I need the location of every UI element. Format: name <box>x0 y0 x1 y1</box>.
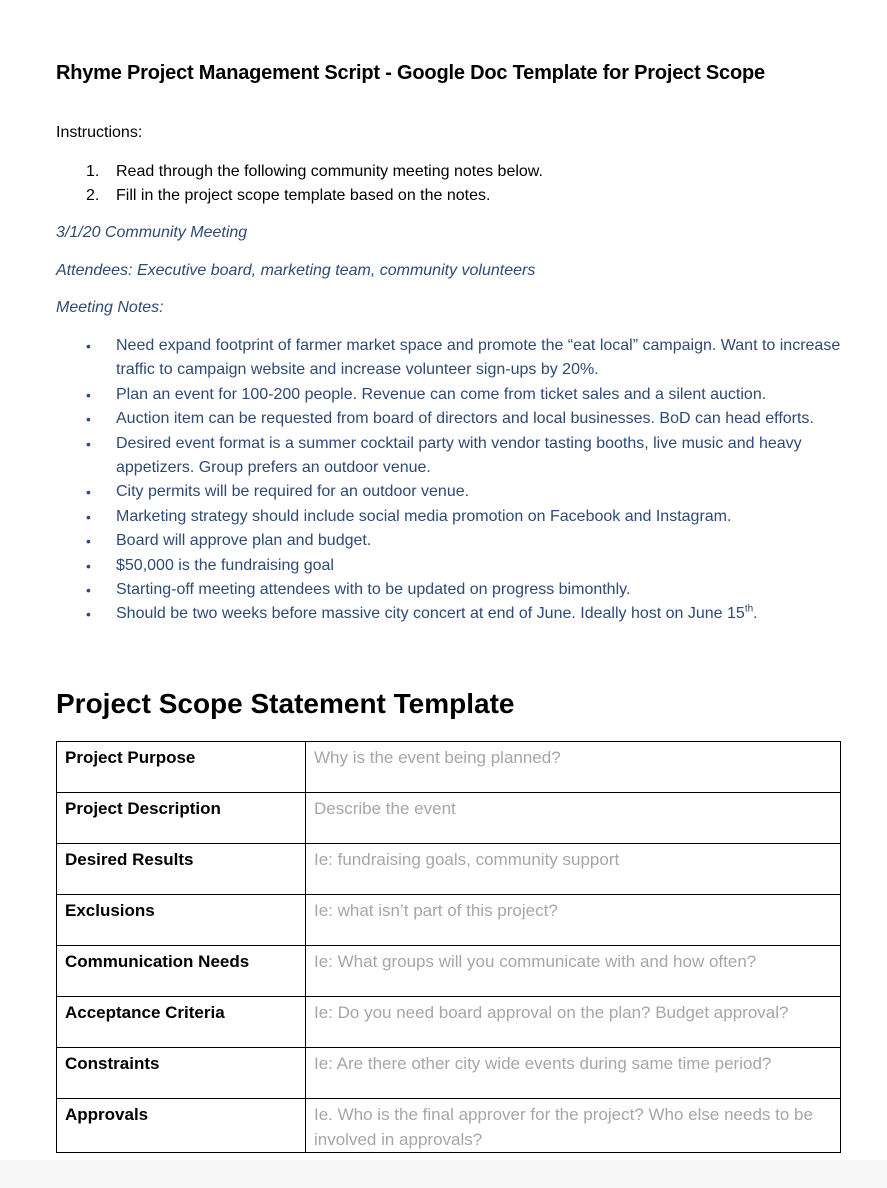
table-row <box>57 997 841 1048</box>
note-text: Should be two weeks before massive city concert at end of June. Ideally host on June 15 <box>116 605 745 623</box>
list-item <box>56 407 846 431</box>
note-text: City permits will be required for an outdoor venue. <box>116 483 470 501</box>
bullet-icon: • <box>86 533 91 550</box>
row-label: Approvals <box>57 1099 306 1153</box>
table-row <box>57 895 841 946</box>
row-input-cell[interactable]: Why is the event being planned? <box>306 742 841 793</box>
row-input-cell[interactable]: Ie: what isn’t part of this project? <box>306 895 841 946</box>
sentence-end: . <box>753 605 758 623</box>
instruction-text: Fill in the project scope template based on the notes. <box>116 187 491 204</box>
list-item <box>56 160 543 184</box>
list-item <box>56 480 846 504</box>
note-text: Marketing strategy should include social media promotion on Facebook and Instagram. <box>116 507 732 525</box>
list-item <box>56 578 846 602</box>
note-text: Desired event format is a summer cocktail party with vendor tasting booths, live music and heavy appetizers. Group prefers an outdoor venue. <box>116 434 802 477</box>
bullet-icon: • <box>86 411 91 428</box>
row-label: Communication Needs <box>57 946 306 997</box>
note-text: Starting-off meeting attendees with to be updated on progress bimonthly. <box>116 581 631 599</box>
meeting-date-heading: 3/1/20 Community Meeting <box>56 224 248 241</box>
bullet-icon: • <box>86 557 91 574</box>
note-text: Board will approve plan and budget. <box>116 532 372 550</box>
list-item <box>56 383 846 407</box>
table-row <box>57 793 841 844</box>
table-row <box>57 742 841 793</box>
row-input-cell[interactable]: Ie: Are there other city wide events during same time period? <box>306 1048 841 1099</box>
row-input-cell[interactable]: Ie: What groups will you communicate with and how often? <box>306 946 841 997</box>
meeting-attendees: Attendees: Executive board, marketing team, community volunteers <box>56 262 536 279</box>
row-input-cell[interactable]: Ie: fundraising goals, community support <box>306 844 841 895</box>
bullet-icon: • <box>86 582 91 599</box>
bullet-icon: • <box>86 435 91 452</box>
instructions-label: Instructions: <box>56 124 143 141</box>
scope-section-title: Project Scope Statement Template <box>56 688 515 719</box>
bullet-icon: • <box>86 508 91 525</box>
row-label: Acceptance Criteria <box>57 997 306 1048</box>
note-text: Auction item can be requested from board of directors and local businesses. BoD can head efforts. <box>116 410 814 428</box>
list-number: 1. <box>86 163 100 180</box>
note-text: Need expand footprint of farmer market space and promote the “eat local” campaign. Want to increase traffic to campaign website and increase volunteer sign-ups by 20%. <box>116 337 841 379</box>
row-input-cell[interactable]: Ie. Who is the final approver for the project? Who else needs to be involved in approvals? <box>306 1099 841 1153</box>
list-item <box>56 184 543 208</box>
row-label: Desired Results <box>57 844 306 895</box>
bullet-icon: • <box>86 386 91 403</box>
row-label: Exclusions <box>57 895 306 946</box>
bullet-icon: • <box>86 484 91 501</box>
row-label: Project Purpose <box>57 742 306 793</box>
bullet-icon: • <box>86 606 91 623</box>
list-item <box>56 432 846 481</box>
list-item <box>56 554 846 578</box>
note-text: $50,000 is the fundraising goal <box>116 556 334 574</box>
table-row <box>57 946 841 997</box>
meeting-notes-label: Meeting Notes: <box>56 299 164 316</box>
table-row <box>57 844 841 895</box>
list-item <box>56 505 846 529</box>
list-item <box>56 529 846 553</box>
instruction-text: Read through the following community meeting notes below. <box>116 163 543 180</box>
row-input-cell[interactable]: Describe the event <box>306 793 841 844</box>
list-number: 2. <box>86 187 100 204</box>
list-item <box>56 602 846 626</box>
note-text: Plan an event for 100-200 people. Revenue can come from ticket sales and a silent auction. <box>116 385 767 403</box>
list-item <box>56 334 846 383</box>
row-label: Project Description <box>57 793 306 844</box>
row-label: Constraints <box>57 1048 306 1099</box>
scope-table <box>56 741 841 1153</box>
table-row <box>57 1048 841 1099</box>
row-input-cell[interactable]: Ie: Do you need board approval on the plan? Budget approval? <box>306 997 841 1048</box>
meeting-notes-list <box>56 334 846 627</box>
ordinal-suffix: th <box>744 604 754 616</box>
instructions-list <box>56 160 543 208</box>
table-row <box>57 1099 841 1153</box>
document-title: Rhyme Project Management Script - Google Doc Template for Project Scope <box>56 62 765 84</box>
bullet-icon: • <box>86 338 91 354</box>
